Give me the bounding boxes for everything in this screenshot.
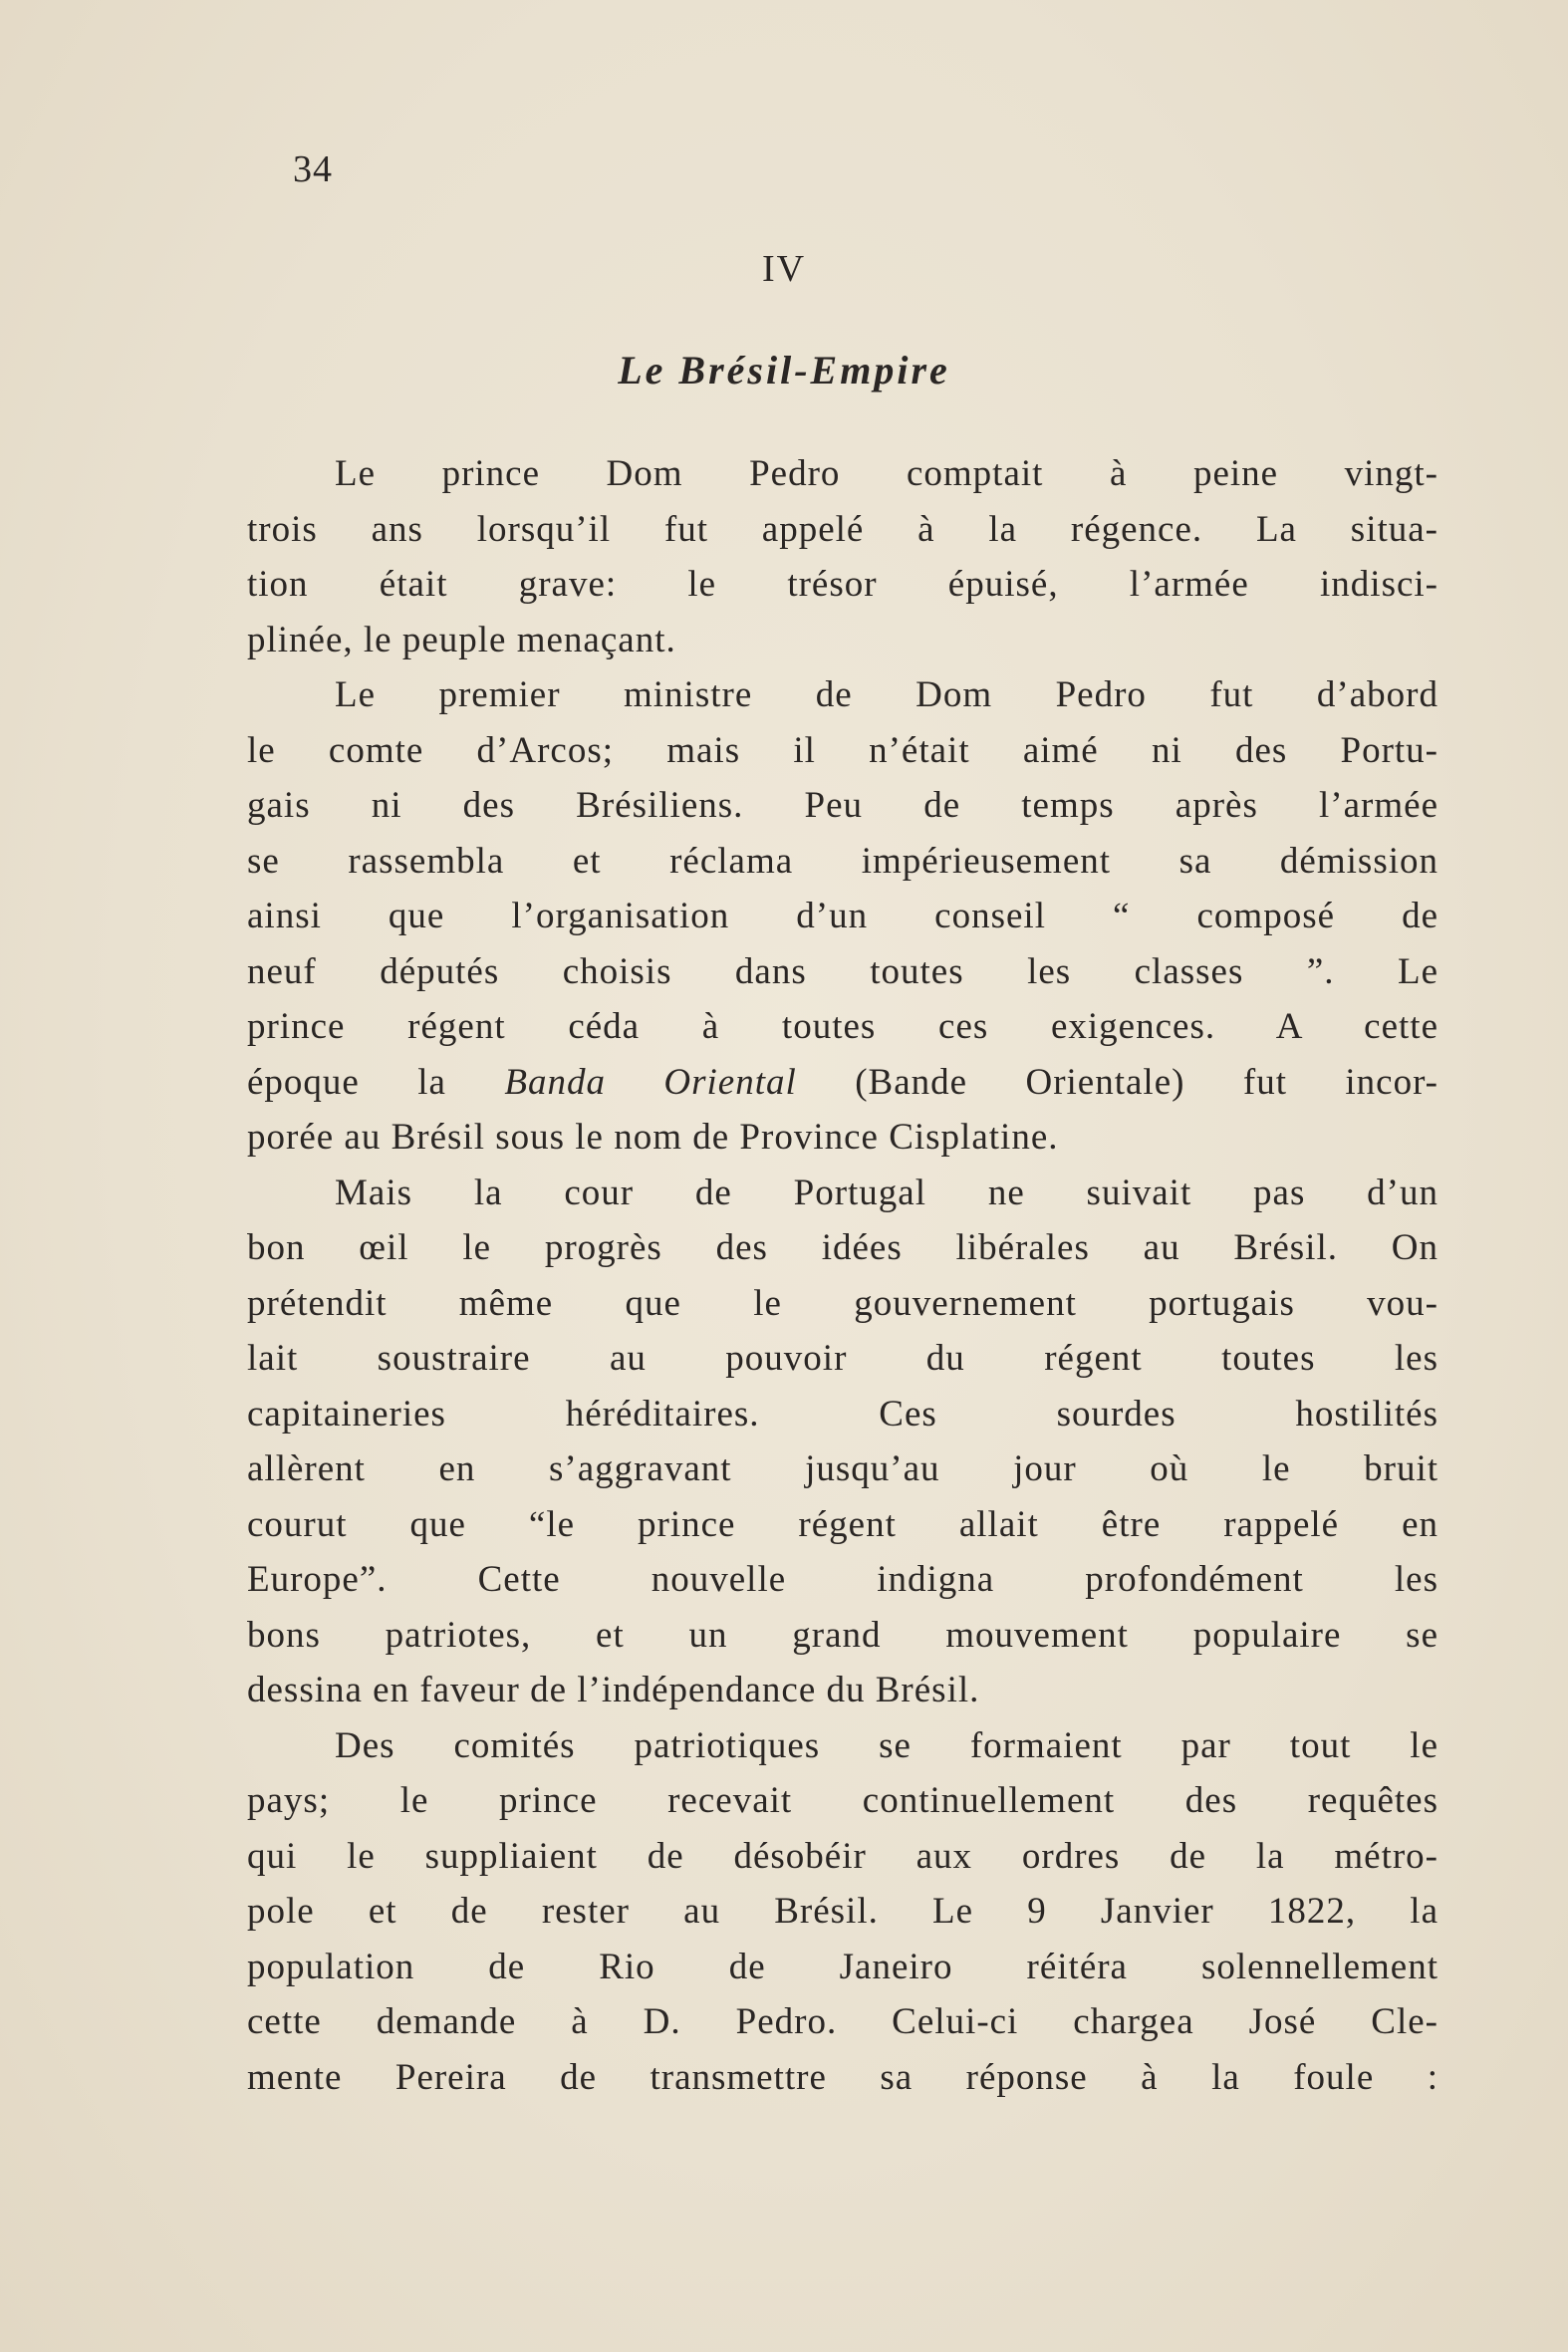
text-line: qui le suppliaient de désobéir aux ordres de la métro- [247,1835,1438,1877]
text-line: prince régent céda à toutes ces exigences. A cette [247,1006,1438,1047]
body-text [247,446,1438,2105]
text-line: gais ni des Brésiliens. Peu de temps après l’armée [247,785,1438,826]
text-line: neuf députés choisis dans toutes les classes ”. Le [247,950,1438,992]
chapter-title: Le Brésil-Empire [618,348,950,392]
text-line: mente Pereira de transmettre sa réponse à la foule : [247,2056,1438,2098]
text-line: cette demande à D. Pedro. Celui-ci chargea José Cle- [247,2001,1438,2042]
text-line: population de Rio de Janeiro réitéra solennellement [247,1946,1438,1987]
text-line: tion était grave: le trésor épuisé, l’armée indisci- [247,564,1438,605]
page-number: 34 [293,148,333,190]
text-line: courut que “le prince régent allait être rappelé en [247,1503,1438,1545]
text-line: Europe”. Cette nouvelle indigna profondément les [247,1559,1438,1600]
text-line: pole et de rester au Brésil. Le 9 Janvier 1822, la [247,1891,1438,1932]
text-line: le comte d’Arcos; mais il n’était aimé ni des Portu- [247,729,1438,771]
text-line: Des comités patriotiques se formaient par tout le [335,1724,1438,1766]
text-line: Le premier ministre de Dom Pedro fut d’abord [335,674,1438,715]
italic-term: Banda Oriental [504,1061,797,1103]
text-segment: (Bande Orientale) fut incor- [796,1061,1438,1103]
text-line-with-italic [247,1055,1438,1111]
text-segment: époque la [247,1061,505,1103]
text-line: dessina en faveur de l’indépendance du Brésil. [247,1670,980,1710]
text-line: pays; le prince recevait continuellement des requêtes [247,1780,1438,1821]
text-line: se rassembla et réclama impérieusement sa démission [247,840,1438,882]
text-line: plinée, le peuple menaçant. [247,619,676,660]
text-line: capitaineries héréditaires. Ces sourdes hostilités [247,1393,1438,1435]
text-line: prétendit même que le gouvernement portugais vou- [247,1282,1438,1324]
chapter-number: IV [761,248,807,290]
text-line: allèrent en s’aggravant jusqu’au jour où le bruit [247,1448,1438,1489]
text-line: bon œil le progrès des idées libérales au Brésil. On [247,1227,1438,1268]
text-line: trois ans lorsqu’il fut appelé à la régence. La situa- [247,508,1438,550]
text-line: Mais la cour de Portugal ne suivait pas d’un [335,1172,1438,1213]
text-line: porée au Brésil sous le nom de Province Cisplatine. [247,1117,1059,1158]
text-line: ainsi que l’organisation d’un conseil “ composé de [247,896,1438,936]
text-line: bons patriotes, et un grand mouvement populaire se [247,1614,1438,1656]
text-line: lait soustraire au pouvoir du régent toutes les [247,1338,1438,1379]
text-line: Le prince Dom Pedro comptait à peine vingt- [335,453,1438,494]
